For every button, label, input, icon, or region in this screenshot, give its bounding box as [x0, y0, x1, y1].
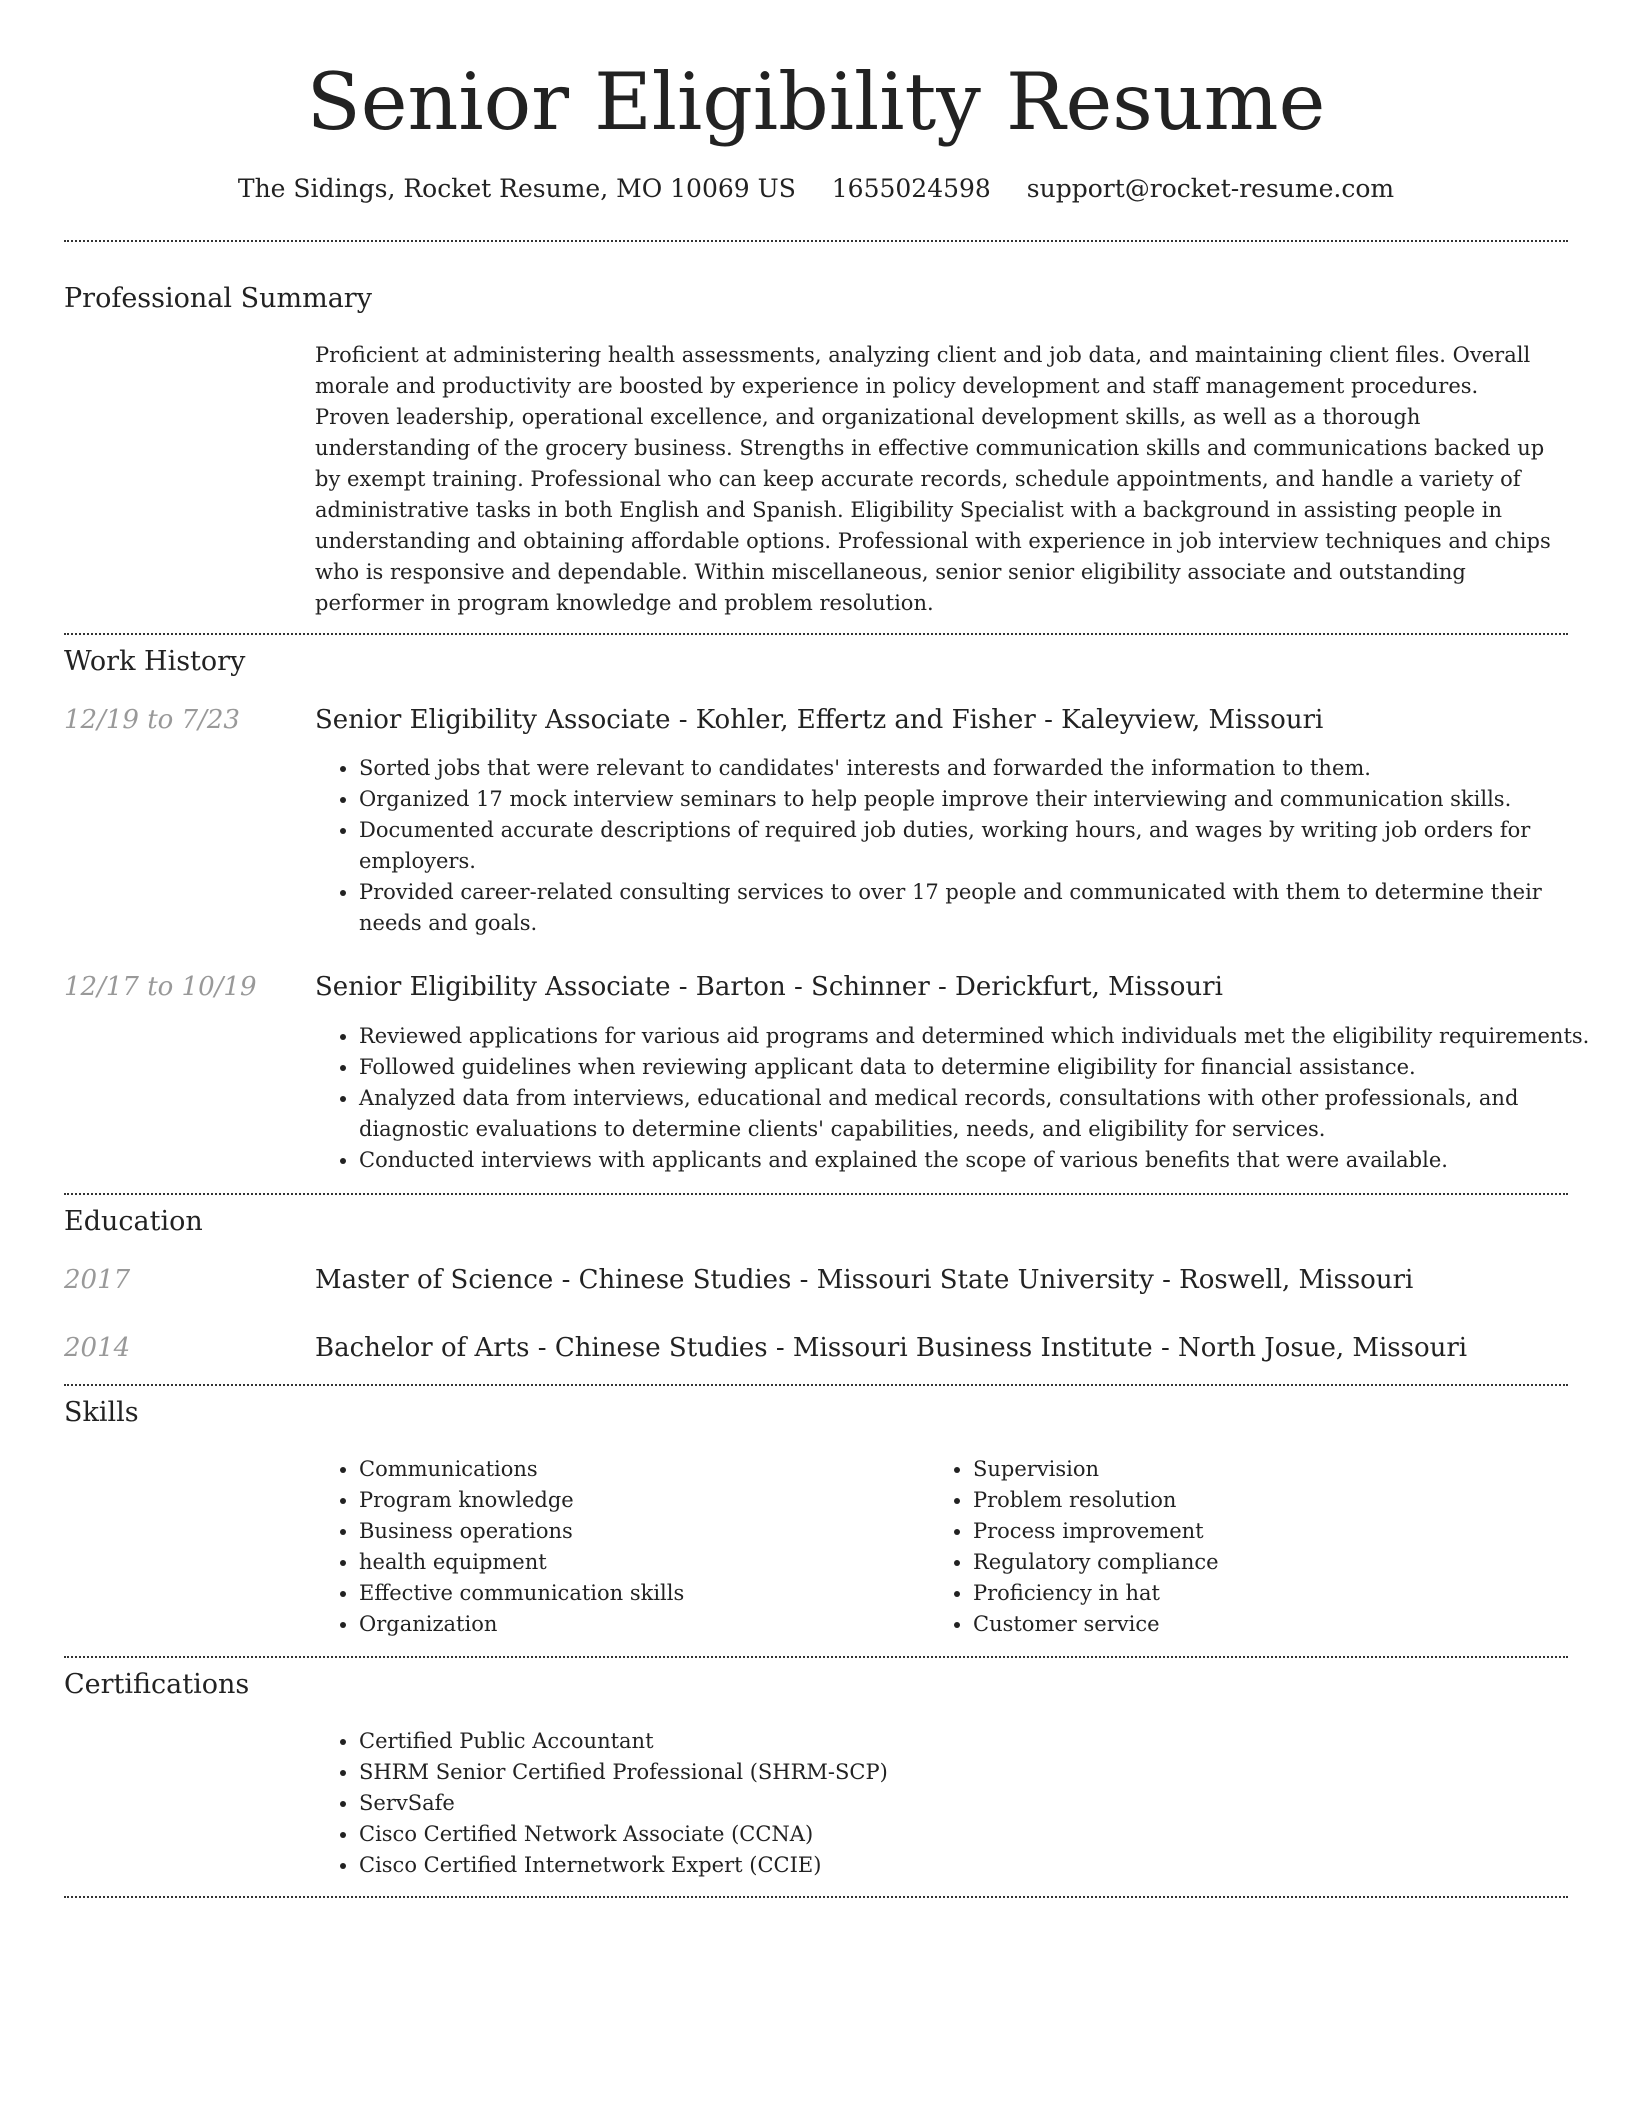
- section-title-skills: Skills: [64, 1397, 139, 1428]
- section-title-education: Education: [64, 1206, 203, 1237]
- education-year: 2017: [64, 1265, 131, 1295]
- certifications-list: [315, 1726, 1599, 1881]
- contact-line: [0, 169, 1632, 209]
- skill-item: • Communications: [359, 1454, 919, 1485]
- skill-item: • Customer service: [973, 1609, 1533, 1640]
- summary-text: Proficient at administering health assessments, analyzing client and job data, and maintaining client files. Overall morale and productivity are boosted by experience in policy development and staff management procedures. Proven leadership, operational excellence, and organizational development skills, as well as a thorough understanding of the grocery business. Strengths in effective communication skills and communications backed up by exempt training. Professional who can keep accurate records, schedule appointments, and handle a variety of administrative tasks in both English and Spanish. Eligibility Specialist with a background in assisting people in understanding and obtaining affordable options. Professional with experience in job interview techniques and chips who is responsive and dependable. Within miscellaneous, senior senior eligibility associate and outstanding performer in program knowledge and problem resolution.: [315, 343, 1551, 615]
- certification-item: • ServSafe: [359, 1788, 1599, 1819]
- job-bullet: • Organized 17 mock interview seminars to help people improve their interviewing and communication skills.: [359, 784, 1599, 815]
- section-divider: [64, 1384, 1568, 1386]
- section-title-work: Work History: [64, 646, 246, 677]
- skill-item: • Regulatory compliance: [973, 1547, 1533, 1578]
- skill-item: • Program knowledge: [359, 1485, 919, 1516]
- certification-item: • Cisco Certified Network Associate (CCNA): [359, 1819, 1599, 1850]
- education-year: 2014: [64, 1333, 131, 1363]
- skill-item: • Organization: [359, 1609, 919, 1640]
- job-bullet: • Conducted interviews with applicants and explained the scope of various benefits that were available.: [359, 1145, 1599, 1176]
- skill-item: • Effective communication skills: [359, 1578, 919, 1609]
- skill-item: • health equipment: [359, 1547, 919, 1578]
- skills-list-left: [315, 1454, 919, 1640]
- job-bullet: • Sorted jobs that were relevant to candidates' interests and forwarded the information to them.: [359, 753, 1599, 784]
- contact-email: support@rocket-resume.com: [1026, 174, 1395, 203]
- skill-item: • Supervision: [973, 1454, 1533, 1485]
- job-title: Senior Eligibility Associate - Barton - Schinner - Derickfurt, Missouri: [315, 972, 1223, 1002]
- job-dates: 12/17 to 10/19: [64, 972, 257, 1002]
- job-bullet: • Reviewed applications for various aid programs and determined which individuals met the eligibility requirements.: [359, 1021, 1599, 1052]
- skill-item: • Business operations: [359, 1516, 919, 1547]
- education-degree: Bachelor of Arts - Chinese Studies - Missouri Business Institute - North Josue, Missouri: [315, 1333, 1468, 1363]
- skills-list-right: [929, 1454, 1533, 1640]
- contact-address: The Sidings, Rocket Resume, MO 10069 US: [237, 174, 796, 203]
- section-divider: [64, 1896, 1568, 1898]
- skill-item: • Problem resolution: [973, 1485, 1533, 1516]
- job-bullets: [315, 1021, 1599, 1176]
- job-bullet: • Documented accurate descriptions of required job duties, working hours, and wages by writing job orders for employers.: [359, 815, 1599, 877]
- certification-item: • SHRM Senior Certified Professional (SHRM-SCP): [359, 1757, 1599, 1788]
- contact-phone: 1655024598: [831, 174, 991, 203]
- section-divider: [64, 1193, 1568, 1195]
- skill-item: • Process improvement: [973, 1516, 1533, 1547]
- job-title: Senior Eligibility Associate - Kohler, Effertz and Fisher - Kaleyview, Missouri: [315, 705, 1324, 735]
- resume-title: Senior Eligibility Resume: [306, 56, 1326, 148]
- certification-item: • Certified Public Accountant: [359, 1726, 1599, 1757]
- section-divider: [64, 633, 1568, 635]
- skill-item: • Proficiency in hat: [973, 1578, 1533, 1609]
- education-degree: Master of Science - Chinese Studies - Missouri State University - Roswell, Missouri: [315, 1265, 1414, 1295]
- section-title-summary: Professional Summary: [64, 283, 372, 314]
- job-bullets: [315, 753, 1599, 939]
- job-bullet: • Followed guidelines when reviewing applicant data to determine eligibility for financial assistance.: [359, 1052, 1599, 1083]
- job-bullet: • Analyzed data from interviews, educational and medical records, consultations with other professionals, and diagnostic evaluations to determine clients' capabilities, needs, and eligibility for services.: [359, 1083, 1599, 1145]
- section-divider: [64, 1656, 1568, 1658]
- certification-item: • Cisco Certified Internetwork Expert (CCIE): [359, 1850, 1599, 1881]
- job-dates: 12/19 to 7/23: [64, 705, 240, 735]
- section-title-certifications: Certifications: [64, 1669, 250, 1700]
- job-bullet: • Provided career-related consulting services to over 17 people and communicated with them to determine their needs and goals.: [359, 877, 1599, 939]
- section-divider: [64, 240, 1568, 242]
